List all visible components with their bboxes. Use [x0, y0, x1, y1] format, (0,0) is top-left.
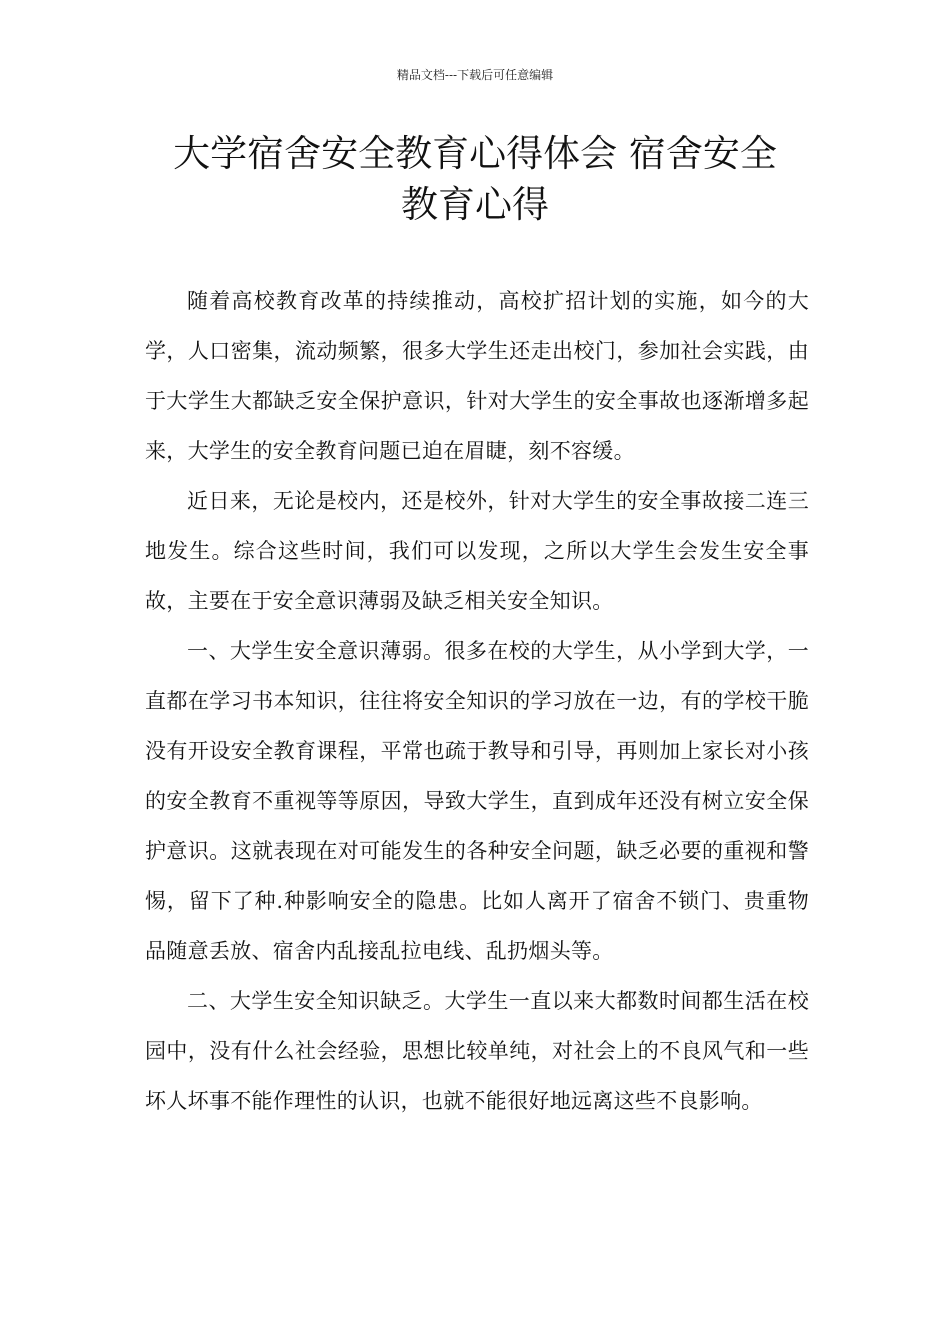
title-line-2: 教育心得	[401, 183, 549, 226]
document-body	[145, 276, 809, 1126]
header-note: 精品文档---下载后可任意编辑	[396, 68, 554, 82]
title-line-1: 大学宿舍安全教育心得体会 宿舍安全	[173, 132, 777, 175]
paragraph-3: 一、大学生安全意识薄弱。很多在校的大学生，从小学到大学，一直都在学习书本知识，往往将安全知识的学习放在一边，有的学校干脆没有开设安全教育课程，平常也疏于教导和引导，再则加上家长对小孩的安全教育不重视等等原因，导致大学生，直到成年还没有树立安全保护意识。这就表现在对可能发生的各种安全问题，缺乏必要的重视和警惕，留下了种.种影响安全的隐患。比如人离开了宿舍不锁门、贵重物品随意丢放、宿舍内乱接乱拉电线、乱扔烟头等。	[145, 639, 809, 963]
document-title	[120, 128, 830, 230]
paragraph-1: 随着高校教育改革的持续推动，高校扩招计划的实施，如今的大学，人口密集，流动频繁，很多大学生还走出校门，参加社会实践，由于大学生大都缺乏安全保护意识，针对大学生的安全事故也逐渐增多起来，大学生的安全教育问题已迫在眉睫，刻不容缓。	[145, 289, 809, 463]
paragraph-4: 二、大学生安全知识缺乏。大学生一直以来大都数时间都生活在校园中，没有什么社会经验，思想比较单纯，对社会上的不良风气和一些坏人坏事不能作理性的认识，也就不能很好地远离这些不良影响。	[145, 989, 809, 1113]
paragraph-2: 近日来，无论是校内，还是校外，针对大学生的安全事故接二连三地发生。综合这些时间，我们可以发现，之所以大学生会发生安全事故，主要在于安全意识薄弱及缺乏相关安全知识。	[145, 489, 809, 613]
